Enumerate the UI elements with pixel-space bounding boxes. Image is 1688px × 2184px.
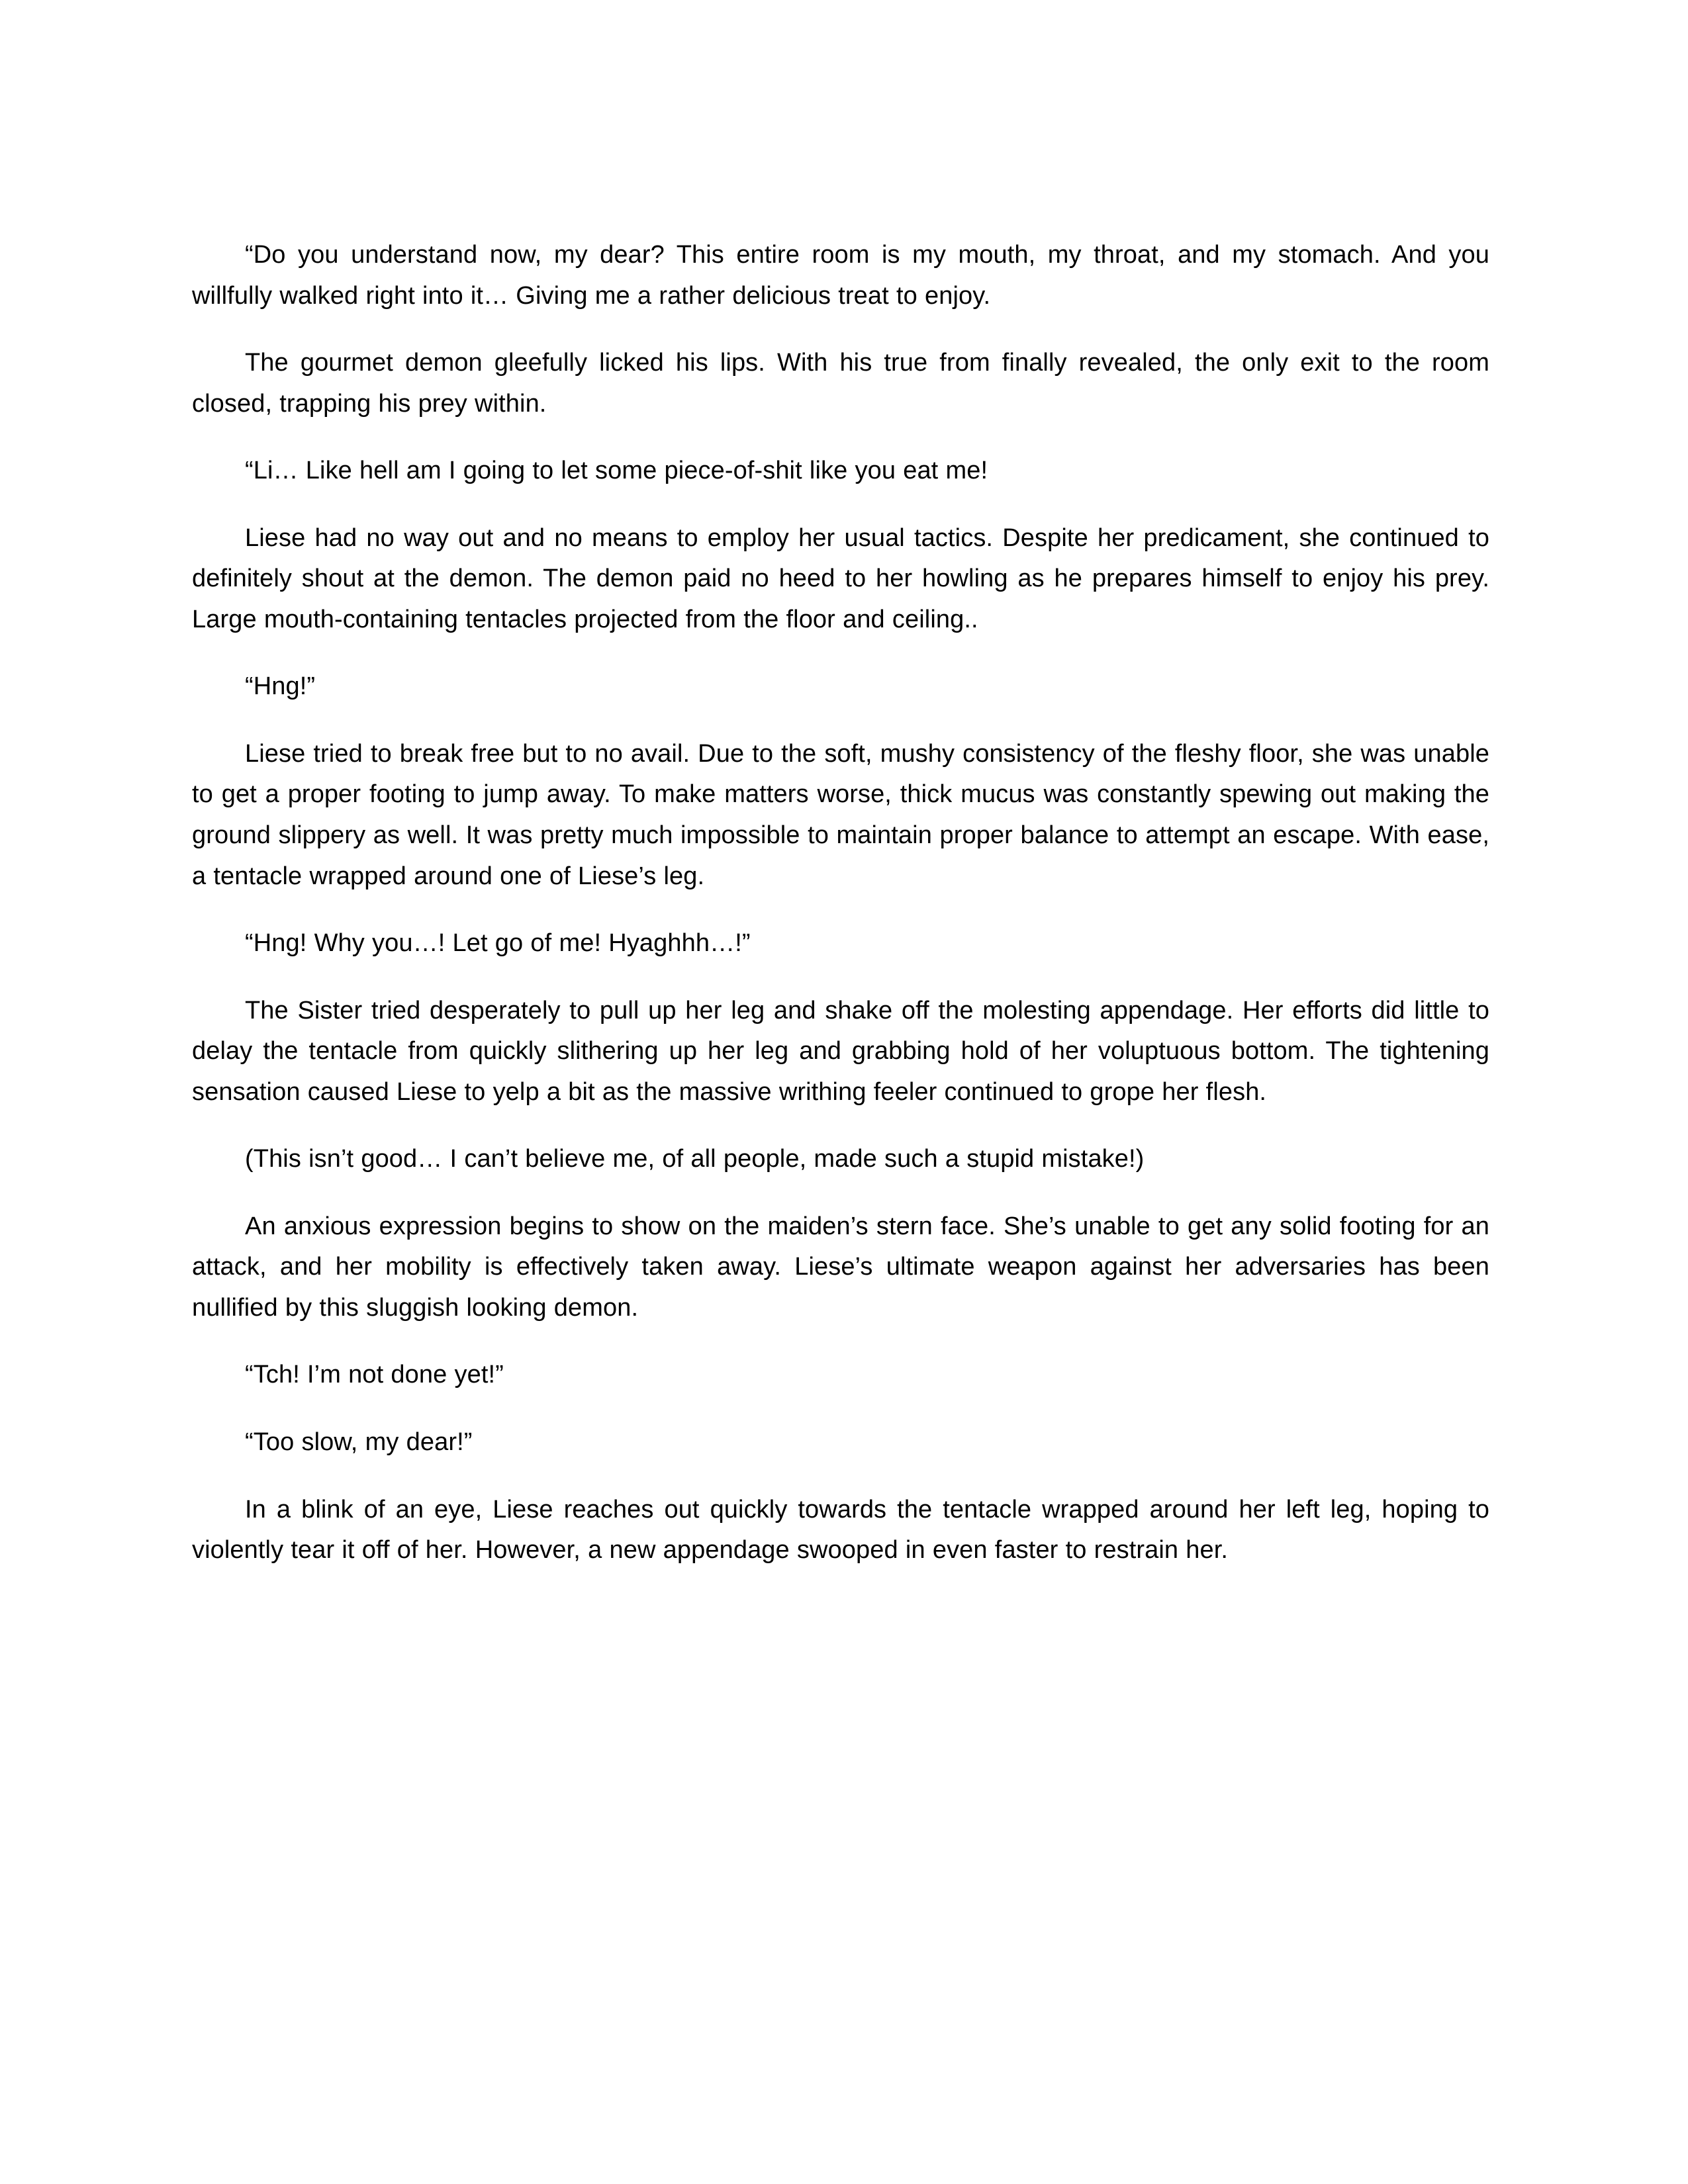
paragraph: “Do you understand now, my dear? This entire room is my mouth, my throat, and my stomach. And you willfully walked right into it… Giving me a rather delicious treat to enjoy. <box>192 241 1489 310</box>
paragraph: In a blink of an eye, Liese reaches out quickly towards the tentacle wrapped around her left leg, hoping to violently tear it off of her. However, a new appendage swooped in even faster to restrain her. <box>192 1495 1489 1565</box>
paragraph: “Too slow, my dear!” <box>245 1428 473 1457</box>
paragraph: (This isn’t good… I can’t believe me, of all people, made such a stupid mistake!) <box>245 1145 1145 1173</box>
paragraph: The Sister tried desperately to pull up her leg and shake off the molesting appendage. Her efforts did little to delay the tentacle from quickly slithering up her leg and grabbing hold of her voluptuous bottom. The tightening sensation caused Liese to yelp a bit as the massive writhing feeler continued to grope her flesh. <box>192 996 1489 1106</box>
paragraph: “Li… Like hell am I going to let some piece-of-shit like you eat me! <box>245 457 988 485</box>
paragraph: “Hng! Why you…! Let go of me! Hyaghhh…!” <box>245 929 751 958</box>
document-body <box>192 235 1489 1571</box>
paragraph: The gourmet demon gleefully licked his lips. With his true from finally revealed, the only exit to the room closed, trapping his prey within. <box>192 349 1489 418</box>
paragraph: Liese had no way out and no means to employ her usual tactics. Despite her predicament, she continued to definitely shout at the demon. The demon paid no heed to her howling as he prepares himself to enjoy his prey. Large mouth-containing tentacles projected from the floor and ceiling.. <box>192 523 1489 633</box>
paragraph: “Tch! I’m not done yet!” <box>245 1361 504 1389</box>
paragraph: Liese tried to break free but to no avail. Due to the soft, mushy consistency of the fleshy floor, she was unable to get a proper footing to jump away. To make matters worse, thick mucus was constantly spewing out making the ground slippery as well. It was pretty much impossible to maintain proper balance to attempt an escape. With ease, a tentacle wrapped around one of Liese’s leg. <box>192 739 1489 890</box>
paragraph: An anxious expression begins to show on the maiden’s stern face. She’s unable to get any solid footing for an attack, and her mobility is effectively taken away. Liese’s ultimate weapon against her adversaries has been nullified by this sluggish looking demon. <box>192 1212 1489 1322</box>
paragraph: “Hng!” <box>245 672 316 701</box>
